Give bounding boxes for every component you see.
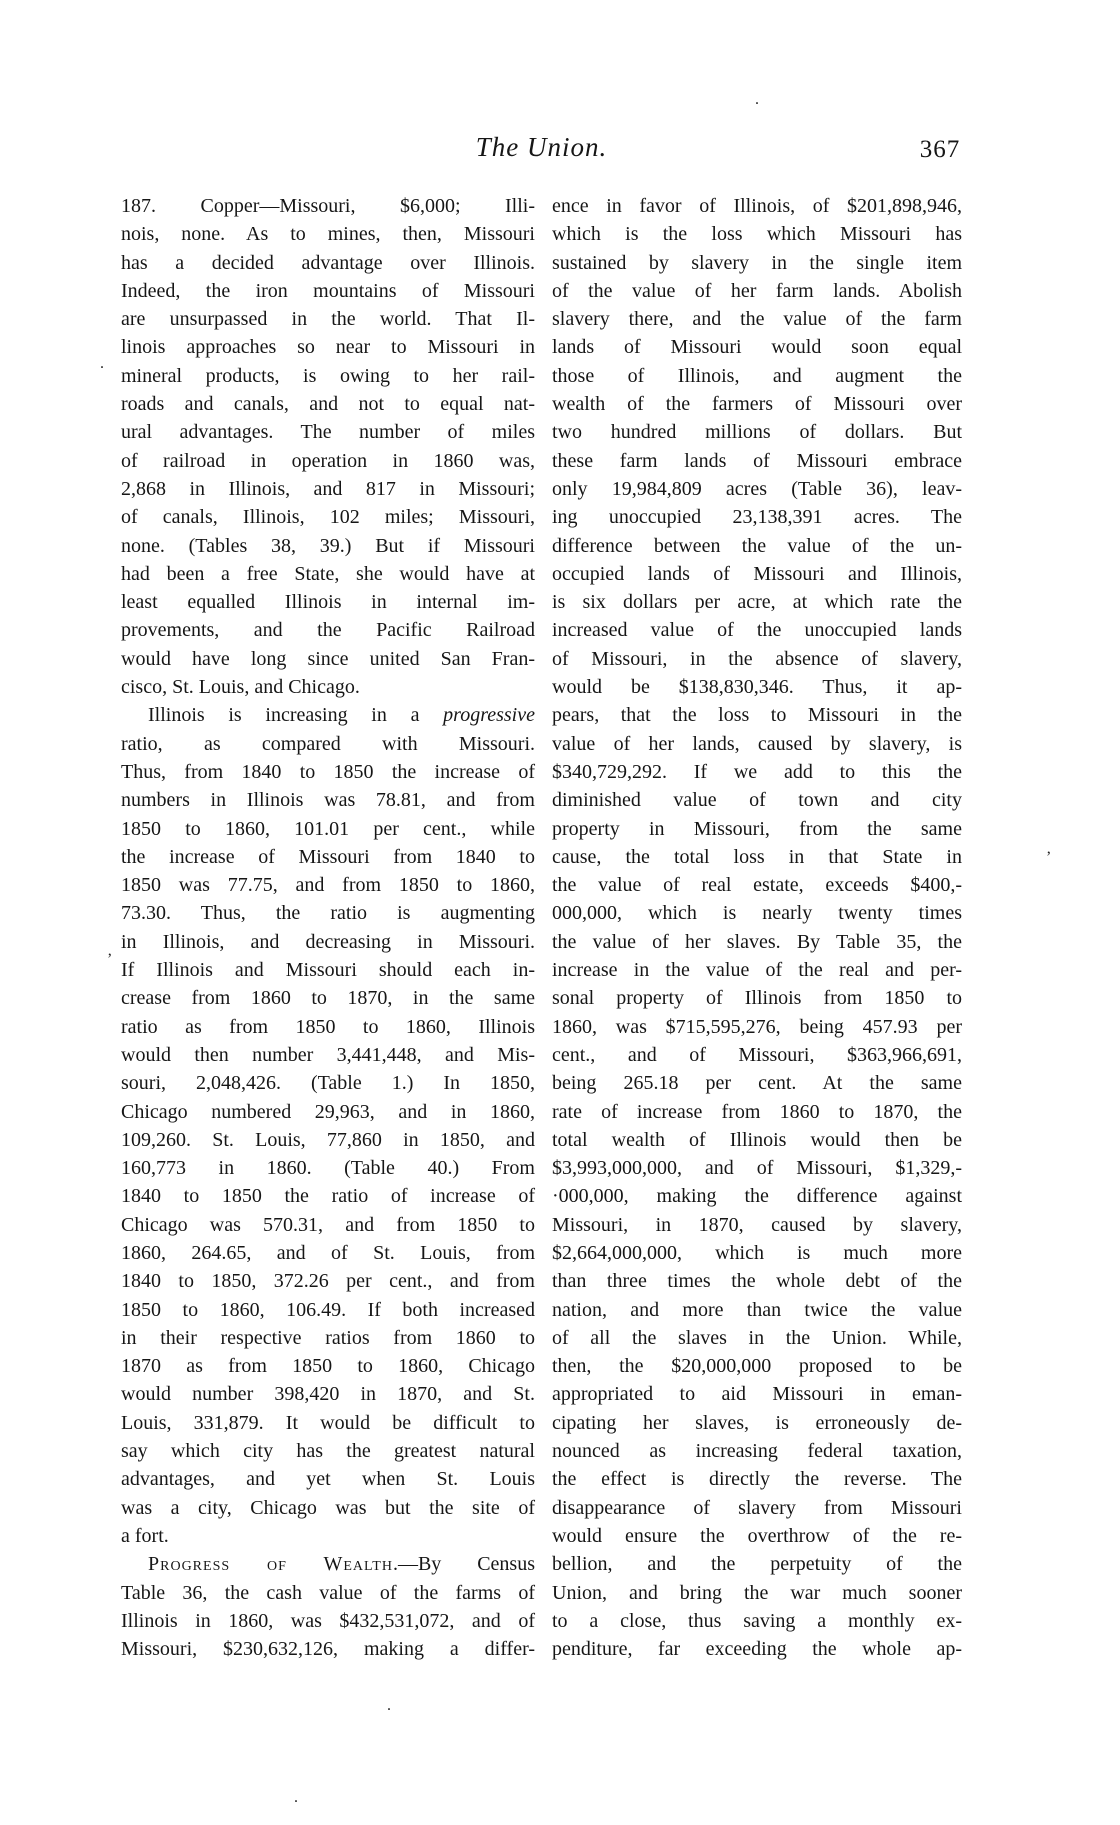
text-line: these farm lands of Missouri embrace: [552, 449, 962, 472]
text-line: in their respective ratios from 1860 to: [121, 1326, 535, 1349]
text-line: souri, 2,048,426. (Table 1.) In 1850,: [121, 1072, 535, 1095]
scan-speckle: .: [755, 91, 759, 108]
text-line: which is the loss which Missouri has: [552, 223, 962, 246]
text-line: 1840 to 1850 the ratio of increase of: [121, 1185, 535, 1208]
text-line: the increase of Missouri from 1840 to: [121, 845, 535, 868]
text-line: property in Missouri, from the same: [552, 817, 962, 840]
text-line: cipating her slaves, is erroneously de-: [552, 1411, 962, 1434]
text-line: nois, none. As to mines, then, Missouri: [121, 223, 535, 246]
text-segment: Illinois is increasing in a: [148, 704, 444, 727]
text-line: penditure, far exceeding the whole ap-: [552, 1638, 962, 1661]
text-line: $3,993,000,000, and of Missouri, $1,329,-: [552, 1157, 962, 1180]
text-line: 160,773 in 1860. (Table 40.) From: [121, 1157, 535, 1180]
text-line: Missouri, $230,632,126, making a differ-: [121, 1638, 535, 1661]
text-line: [121, 701, 535, 729]
text-line: 1850 was 77.75, and from 1850 to 1860,: [121, 874, 535, 897]
text-line: Chicago numbered 29,963, and in 1860,: [121, 1100, 535, 1123]
text-line: bellion, and the perpetuity of the: [552, 1553, 962, 1576]
text-line: 187. Copper—Missouri, $6,000; Illi-: [121, 195, 535, 217]
text-line: increase in the value of the real and per-: [552, 959, 962, 982]
scan-speckle: ’: [1046, 849, 1052, 866]
text-line: those of Illinois, and augment the: [552, 364, 962, 387]
text-line: in Illinois, and decreasing in Missouri.: [121, 930, 535, 953]
text-line: 1860, 264.65, and of St. Louis, from: [121, 1241, 535, 1264]
right-text-column: [552, 192, 962, 1663]
text-line: 2,868 in Illinois, and 817 in Missouri;: [121, 477, 535, 500]
text-line: occupied lands of Missouri and Illinois,: [552, 562, 962, 585]
text-line: the value of her slaves. By Table 35, the: [552, 930, 962, 953]
text-line: Louis, 331,879. It would be difficult to: [121, 1411, 535, 1434]
text-line: would ensure the overthrow of the re-: [552, 1524, 962, 1547]
page-number: 367: [919, 136, 961, 163]
text-line: is six dollars per acre, at which rate the: [552, 591, 962, 614]
text-line: numbers in Illinois was 78.81, and from: [121, 789, 535, 812]
text-line: $340,729,292. If we add to this the: [552, 760, 962, 783]
text-line: 1860, was $715,595,276, being 457.93 per: [552, 1015, 962, 1038]
text-line: had been a free State, she would have at: [121, 562, 535, 585]
text-line: would be $138,830,346. Thus, it ap-: [552, 676, 962, 699]
text-line: the effect is directly the reverse. The: [552, 1468, 962, 1491]
text-line: of railroad in operation in 1860 was,: [121, 449, 535, 472]
text-line: nation, and more than twice the value: [552, 1298, 962, 1321]
text-line: would then number 3,441,448, and Mis-: [121, 1043, 535, 1066]
text-line: nounced as increasing federal taxation,: [552, 1440, 962, 1463]
text-line: 1840 to 1850, 372.26 per cent., and from: [121, 1270, 535, 1293]
text-line: appropriated to aid Missouri in eman-: [552, 1383, 962, 1406]
scan-speckle: .: [100, 355, 104, 372]
text-line: 1850 to 1860, 101.01 per cent., while: [121, 817, 535, 840]
text-line: least equalled Illinois in internal im-: [121, 591, 535, 614]
text-line: only 19,984,809 acres (Table 36), leav-: [552, 477, 962, 500]
text-line: Illinois in 1860, was $432,531,072, and of: [121, 1609, 535, 1632]
text-line: slavery there, and the value of the farm: [552, 308, 962, 331]
text-line: 1850 to 1860, 106.49. If both increased: [121, 1298, 535, 1321]
scan-speckle: .: [387, 1697, 391, 1714]
text-line: ing unoccupied 23,138,391 acres. The: [552, 506, 962, 529]
scan-speckle: .: [294, 1789, 298, 1806]
text-line: are unsurpassed in the world. That Il-: [121, 308, 535, 331]
text-line: value of her lands, caused by slavery, is: [552, 732, 962, 755]
text-line: linois approaches so near to Missouri in: [121, 336, 535, 359]
text-line: Thus, from 1840 to 1850 the increase of: [121, 760, 535, 783]
text-line: cause, the total loss in that State in: [552, 845, 962, 868]
text-line: ratio as from 1850 to 1860, Illinois: [121, 1015, 535, 1038]
text-line: has a decided advantage over Illinois.: [121, 251, 535, 274]
text-line: $2,664,000,000, which is much more: [552, 1241, 962, 1264]
text-line: than three times the whole debt of the: [552, 1270, 962, 1293]
left-text-column: [121, 192, 535, 1663]
small-caps-heading: Progress of Wealth: [148, 1553, 393, 1576]
text-line: disappearance of slavery from Missouri: [552, 1496, 962, 1519]
text-line: sonal property of Illinois from 1850 to: [552, 987, 962, 1010]
text-line: would have long since united San Fran-: [121, 647, 535, 670]
text-line: rate of increase from 1860 to 1870, the: [552, 1100, 962, 1123]
text-line: mineral products, is owing to her rail-: [121, 364, 535, 387]
text-line: cisco, St. Louis, and Chicago.: [121, 676, 360, 699]
text-line: difference between the value of the un-: [552, 534, 962, 557]
text-line: pears, that the loss to Missouri in the: [552, 704, 962, 727]
text-line: then, the $20,000,000 proposed to be: [552, 1355, 962, 1378]
text-line: lands of Missouri would soon equal: [552, 336, 962, 359]
text-line: 1870 as from 1850 to 1860, Chicago: [121, 1355, 535, 1378]
text-line: provements, and the Pacific Railroad: [121, 619, 535, 642]
text-line: advantages, and yet when St. Louis: [121, 1468, 535, 1491]
text-line: ratio, as compared with Missouri.: [121, 732, 535, 755]
italic-word: progressive: [443, 704, 535, 727]
text-line: say which city has the greatest natural: [121, 1440, 535, 1463]
text-line: Missouri, in 1870, caused by slavery,: [552, 1213, 962, 1236]
text-line: of all the slaves in the Union. While,: [552, 1326, 962, 1349]
text-line: was a city, Chicago was but the site of: [121, 1496, 535, 1519]
text-line: roads and canals, and not to equal nat-: [121, 393, 535, 416]
text-line: sustained by slavery in the single item: [552, 251, 962, 274]
text-line: of canals, Illinois, 102 miles; Missouri,: [121, 506, 535, 529]
text-line: increased value of the unoccupied lands: [552, 619, 962, 642]
text-line: ·000,000, making the difference against: [552, 1185, 962, 1208]
text-line: to a close, thus saving a monthly ex-: [552, 1609, 962, 1632]
text-line: diminished value of town and city: [552, 789, 962, 812]
text-line: total wealth of Illinois would then be: [552, 1128, 962, 1151]
text-line: would number 398,420 in 1870, and St.: [121, 1383, 535, 1406]
running-title: The Union.: [475, 132, 608, 162]
text-line: none. (Tables 38, 39.) But if Missouri: [121, 534, 535, 557]
text-line: [121, 1550, 535, 1578]
text-line: two hundred millions of dollars. But: [552, 421, 962, 444]
text-line: Union, and bring the war much sooner: [552, 1581, 962, 1604]
text-line: of Missouri, in the absence of slavery,: [552, 647, 962, 670]
text-line: being 265.18 per cent. At the same: [552, 1072, 962, 1095]
text-line: 109,260. St. Louis, 77,860 in 1850, and: [121, 1128, 535, 1151]
text-line: Table 36, the cash value of the farms of: [121, 1581, 535, 1604]
scan-speckle: ’: [107, 951, 113, 968]
text-line: ence in favor of Illinois, of $201,898,946,: [552, 195, 962, 217]
text-line: 73.30. Thus, the ratio is augmenting: [121, 902, 535, 925]
text-line: Indeed, the iron mountains of Missouri: [121, 279, 535, 302]
text-line: crease from 1860 to 1870, in the same: [121, 987, 535, 1010]
text-line: Chicago was 570.31, and from 1850 to: [121, 1213, 535, 1236]
text-segment: .—By Census: [392, 1553, 535, 1576]
text-line: If Illinois and Missouri should each in-: [121, 959, 535, 982]
text-line: wealth of the farmers of Missouri over: [552, 393, 962, 416]
text-line: ural advantages. The number of miles: [121, 421, 535, 444]
text-line: cent., and of Missouri, $363,966,691,: [552, 1043, 962, 1066]
text-line: of the value of her farm lands. Abolish: [552, 279, 962, 302]
text-line: 000,000, which is nearly twenty times: [552, 902, 962, 925]
text-line: the value of real estate, exceeds $400,-: [552, 874, 962, 897]
text-line: a fort.: [121, 1524, 169, 1547]
